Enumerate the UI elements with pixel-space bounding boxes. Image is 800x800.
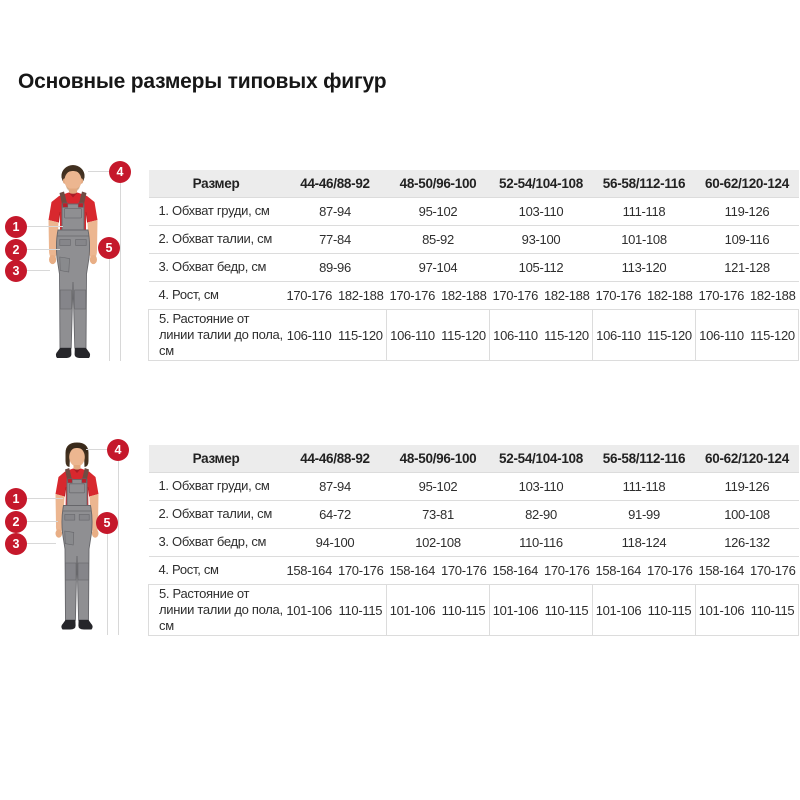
measure-marker-3: 3 [5, 533, 27, 555]
size-value: 101-106 [286, 602, 332, 618]
size-value-pair [490, 310, 593, 361]
marker-line-height [86, 449, 107, 450]
size-value-pair [696, 557, 799, 585]
size-value: 101-108 [593, 226, 696, 254]
size-value-pair [284, 310, 387, 361]
marker-line-waist-to-floor [107, 533, 108, 635]
size-value: 103-110 [490, 198, 593, 226]
size-value-pair [387, 557, 490, 585]
measure-marker-4: 4 [107, 439, 129, 461]
size-value: 119-126 [696, 473, 799, 501]
size-header-label: Размер [149, 445, 284, 473]
size-value: 110-115 [750, 602, 795, 618]
size-value: 119-126 [696, 198, 799, 226]
row-label: 1. Обхват груди, см [149, 198, 284, 226]
measure-marker-4: 4 [109, 161, 131, 183]
size-value: 113-120 [593, 254, 696, 282]
size-value: 126-132 [696, 529, 799, 557]
size-value: 101-106 [595, 602, 642, 618]
size-column-header: 48-50/96-100 [387, 445, 490, 473]
row-label: 3. Обхват бедр, см [149, 254, 284, 282]
size-value-pair [490, 557, 593, 585]
size-value: 106-110 [390, 327, 435, 343]
size-value: 170-176 [389, 288, 436, 303]
female-figure-illustration [32, 439, 122, 639]
size-value: 87-94 [284, 473, 387, 501]
size-value: 170-176 [286, 288, 333, 303]
size-value: 158-164 [389, 563, 436, 578]
size-value: 182-188 [440, 288, 487, 303]
size-value: 110-115 [647, 602, 692, 618]
size-value-pair [696, 310, 799, 361]
row-label: 2. Обхват талии, см [149, 501, 284, 529]
marker-line-height [88, 171, 109, 172]
size-value: 110-115 [544, 602, 589, 618]
size-value: 182-188 [337, 288, 384, 303]
marker-line-height-vertical [118, 461, 119, 635]
size-value: 170-176 [698, 288, 745, 303]
table-header-row [149, 445, 799, 473]
size-column-header: 48-50/96-100 [387, 170, 490, 198]
size-column-header: 44-46/88-92 [284, 170, 387, 198]
table-row-chest [149, 198, 799, 226]
size-value: 158-164 [595, 563, 642, 578]
size-value: 121-128 [696, 254, 799, 282]
size-value-pair [490, 282, 593, 310]
size-value: 73-81 [387, 501, 490, 529]
size-value: 110-116 [490, 529, 593, 557]
size-value: 158-164 [698, 563, 745, 578]
size-column-header: 56-58/112-116 [593, 170, 696, 198]
size-value: 77-84 [284, 226, 387, 254]
size-value: 158-164 [286, 563, 333, 578]
men-size-block [0, 150, 800, 400]
size-column-header: 60-62/120-124 [696, 445, 799, 473]
size-value: 93-100 [490, 226, 593, 254]
size-value: 100-108 [696, 501, 799, 529]
table-header-row [149, 170, 799, 198]
size-value: 101-106 [492, 602, 539, 618]
women-size-table [148, 445, 799, 636]
size-value: 82-90 [490, 501, 593, 529]
marker-line-hips [27, 543, 56, 544]
size-value: 87-94 [284, 198, 387, 226]
marker-line-chest [27, 498, 63, 499]
measure-marker-5: 5 [98, 237, 120, 259]
size-value: 110-115 [338, 602, 383, 618]
size-value-pair [593, 557, 696, 585]
size-value: 115-120 [441, 327, 486, 343]
table-row-waist [149, 501, 799, 529]
size-value-pair [696, 585, 799, 636]
size-column-header: 52-54/104-108 [490, 170, 593, 198]
size-value: 103-110 [490, 473, 593, 501]
size-value-pair [696, 282, 799, 310]
size-value: 95-102 [387, 198, 490, 226]
size-value: 115-120 [338, 327, 383, 343]
size-value: 111-118 [593, 473, 696, 501]
size-column-header: 60-62/120-124 [696, 170, 799, 198]
size-value: 106-110 [493, 327, 538, 343]
size-value: 170-176 [440, 563, 487, 578]
size-header-label: Размер [149, 170, 284, 198]
marker-line-hips [27, 270, 50, 271]
table-row-chest [149, 473, 799, 501]
size-value: 95-102 [387, 473, 490, 501]
size-value: 182-188 [646, 288, 693, 303]
size-value: 170-176 [337, 563, 384, 578]
row-label: 5. Растояние от линии талии до пола, см [149, 585, 284, 636]
size-value: 158-164 [492, 563, 539, 578]
size-value-pair [284, 282, 387, 310]
size-value: 170-176 [543, 563, 590, 578]
row-label: 5. Растояние от линии талии до пола, см [149, 310, 284, 361]
row-label: 4. Рост, см [149, 282, 284, 310]
size-value: 64-72 [284, 501, 387, 529]
men-size-table [148, 170, 799, 361]
size-value: 97-104 [387, 254, 490, 282]
row-label: 3. Обхват бедр, см [149, 529, 284, 557]
size-value: 182-188 [749, 288, 796, 303]
size-value-pair [284, 585, 387, 636]
table-row-height [149, 282, 799, 310]
size-value: 170-176 [646, 563, 693, 578]
measure-marker-1: 1 [5, 216, 27, 238]
size-value: 106-110 [286, 327, 332, 343]
size-value-pair [593, 310, 696, 361]
measure-marker-3: 3 [5, 260, 27, 282]
women-size-block [0, 425, 800, 675]
table-row-height [149, 557, 799, 585]
size-value: 89-96 [284, 254, 387, 282]
size-value: 109-116 [696, 226, 799, 254]
size-value: 118-124 [593, 529, 696, 557]
size-value-pair [387, 282, 490, 310]
size-value: 106-110 [699, 327, 744, 343]
size-value-pair [593, 585, 696, 636]
size-value: 94-100 [284, 529, 387, 557]
size-value: 102-108 [387, 529, 490, 557]
size-value: 101-106 [389, 602, 436, 618]
size-column-header: 44-46/88-92 [284, 445, 387, 473]
size-value: 111-118 [593, 198, 696, 226]
size-value: 85-92 [387, 226, 490, 254]
size-column-header: 52-54/104-108 [490, 445, 593, 473]
size-value-pair [490, 585, 593, 636]
table-row-waist-to-floor [149, 310, 799, 361]
size-value: 115-120 [544, 327, 589, 343]
size-value: 110-115 [441, 602, 486, 618]
size-value: 105-112 [490, 254, 593, 282]
size-value-pair [387, 310, 490, 361]
size-value: 101-106 [698, 602, 745, 618]
marker-line-chest [27, 226, 63, 227]
table-row-waist-to-floor [149, 585, 799, 636]
size-value: 170-176 [492, 288, 539, 303]
measure-marker-2: 2 [5, 239, 27, 261]
measure-marker-5: 5 [96, 512, 118, 534]
marker-line-waist [27, 249, 60, 250]
measure-marker-1: 1 [5, 488, 27, 510]
size-value: 91-99 [593, 501, 696, 529]
row-label: 1. Обхват груди, см [149, 473, 284, 501]
size-value: 115-120 [647, 327, 692, 343]
table-row-hips [149, 529, 799, 557]
size-value: 170-176 [749, 563, 796, 578]
page-title: Основные размеры типовых фигур [18, 70, 387, 93]
table-row-waist [149, 226, 799, 254]
size-value: 115-120 [750, 327, 795, 343]
size-value: 170-176 [595, 288, 642, 303]
size-value-pair [593, 282, 696, 310]
marker-line-height-vertical [120, 182, 121, 361]
measure-marker-2: 2 [5, 511, 27, 533]
size-value: 182-188 [543, 288, 590, 303]
row-label: 2. Обхват талии, см [149, 226, 284, 254]
size-value-pair [284, 557, 387, 585]
size-value-pair [387, 585, 490, 636]
marker-line-waist [27, 521, 58, 522]
table-row-hips [149, 254, 799, 282]
marker-line-waist-to-floor [109, 258, 110, 361]
size-column-header: 56-58/112-116 [593, 445, 696, 473]
size-value: 106-110 [596, 327, 641, 343]
row-label: 4. Рост, см [149, 557, 284, 585]
